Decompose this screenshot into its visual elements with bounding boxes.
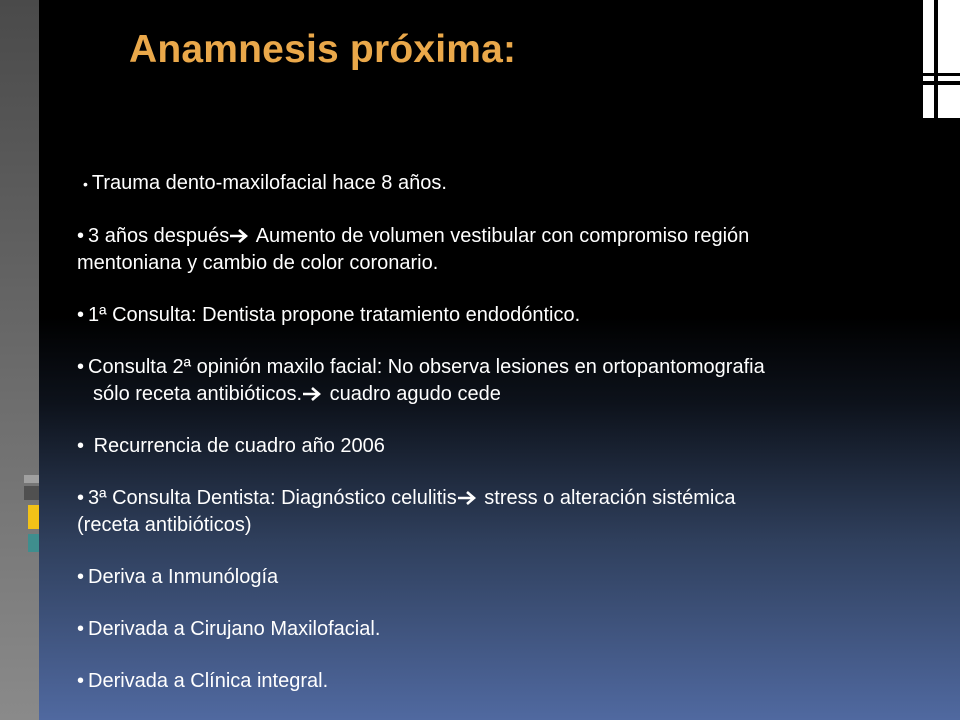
accent-square-yellow: [28, 505, 39, 529]
bullet: •: [77, 670, 85, 692]
item-text: Deriva a Inmunólogía: [88, 566, 279, 588]
bullet: •: [77, 618, 85, 640]
item-text: mentoniana y cambio de color coronario.: [77, 252, 439, 274]
bullet: •: [77, 566, 85, 588]
item-text: 1ª Consulta: Dentista propone tratamiento endodóntico.: [88, 304, 581, 326]
list-item: [77, 616, 939, 643]
list-item: [77, 433, 939, 460]
item-text: cuadro agudo cede: [324, 383, 501, 405]
left-strip: [0, 0, 39, 720]
item-text: Trauma dento-maxilofacial hace 8 años.: [91, 172, 447, 194]
item-text: sólo receta antibióticos.: [93, 383, 303, 405]
arrow-right-icon: [457, 491, 477, 505]
list-item: [77, 302, 939, 329]
bullet: •: [83, 176, 88, 192]
item-text: Derivada a Cirujano Maxilofacial.: [88, 618, 381, 640]
list-item: [77, 668, 939, 695]
arrow-right-icon: [229, 229, 249, 243]
accent-square-dark: [24, 486, 39, 500]
item-text: 3 años después: [88, 225, 230, 247]
list-item: [77, 485, 939, 539]
bullet: •: [77, 225, 85, 247]
arrow-right-icon: [302, 387, 322, 401]
list-item: [77, 354, 939, 408]
item-text: Derivada a Clínica integral.: [88, 670, 329, 692]
item-text: Consulta 2ª opinión maxilo facial: No observa lesiones en ortopantomografia: [88, 356, 765, 378]
list-item: [77, 223, 939, 277]
item-text: 3ª Consulta Dentista: Diagnóstico celulitis: [88, 487, 457, 509]
list-item: [77, 170, 939, 198]
item-text: stress o alteración sistémica: [478, 487, 736, 509]
accent-square-gray: [24, 475, 39, 483]
bullet: •: [77, 304, 85, 326]
bullet: •: [77, 487, 85, 509]
bullet: •: [77, 435, 85, 457]
item-text: Recurrencia de cuadro año 2006: [88, 435, 385, 457]
bullet: •: [77, 356, 85, 378]
list-item: [77, 564, 939, 591]
accent-square-teal: [28, 534, 39, 552]
item-text: Aumento de volumen vestibular con compromiso región: [251, 225, 750, 247]
bullet-list: [77, 170, 939, 720]
item-text: (receta antibióticos): [77, 514, 252, 536]
slide-title: Anamnesis próxima:: [129, 28, 517, 71]
